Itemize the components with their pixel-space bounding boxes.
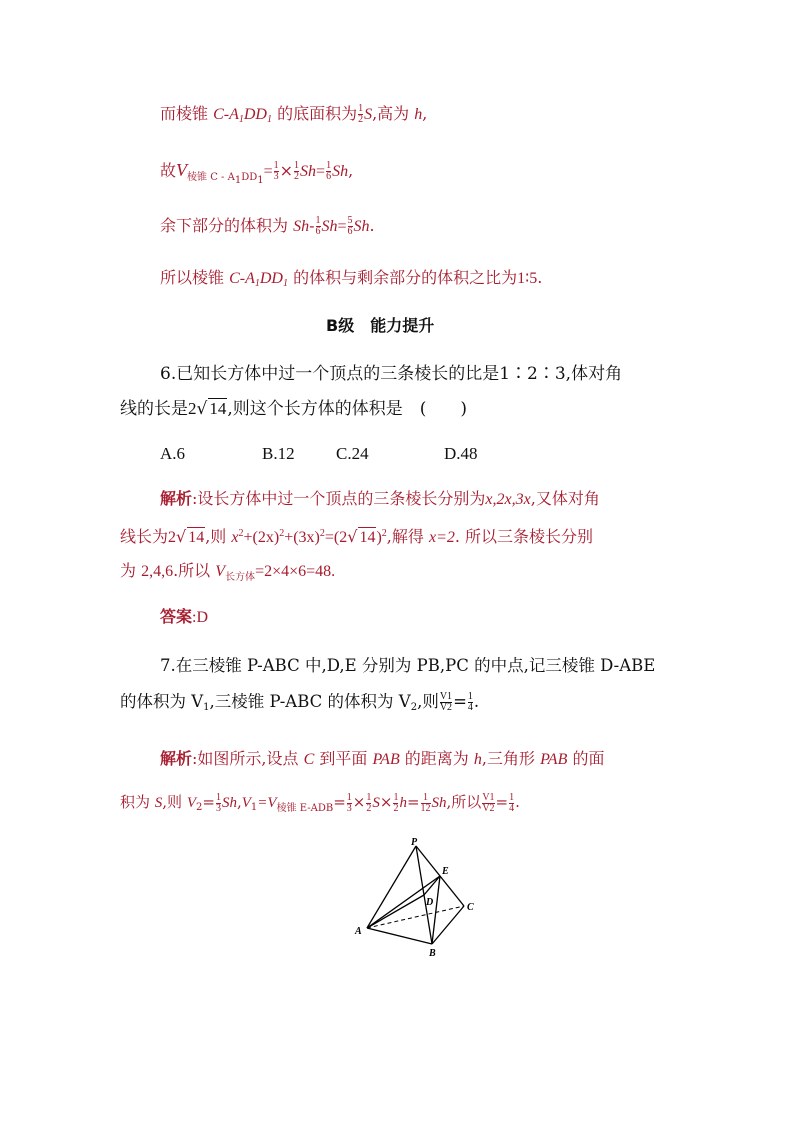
option-d: D.48 [444,444,478,463]
edge-pa [367,846,416,928]
section-header: B级 能力提升 [326,316,435,335]
fraction: $\frac{1}{4}$ [509,791,515,814]
question-6-answer: 答案:D [160,607,209,626]
label-c: C [467,902,474,913]
solution-line-4: 所以棱锥 $C-A_1DD_1$ 的体积与剩余部分的体积之比为1∶5. [160,268,543,289]
fraction: $\frac{1}{2}$ [366,791,372,814]
fraction: $\frac{1}{12}$ [420,791,431,814]
question-6-analysis-line-1: 解析:设长方体中过一个顶点的三条棱长分别为x,2x,3x,又体对角 [160,489,600,508]
label-d: D [426,897,434,908]
label-a: A [355,926,362,937]
fraction: $\frac{V1}{V2}$ [439,691,453,713]
fraction: $\frac{1}{3}$ [273,160,279,182]
fraction: $\frac{1}{2}$ [393,791,399,814]
question-6-stem-line-1: 6.已知长方体中过一个顶点的三条棱长的比是1∶2∶3,体对角 [160,364,623,384]
fraction: $\frac{1}{2}$ [294,160,300,182]
solution-line-1: 而棱锥 $C-A_1DD_1$ 的底面积为 $\frac{1}{2}$ S,高为 h, [160,103,428,125]
edge-ad [367,895,424,928]
question-7-analysis-line-1: 解析:如图所示,设点 C 到平面 PAB 的距离为 h,三角形 PAB 的面 [160,749,605,768]
fraction: $\frac{1}{3}$ [346,791,352,814]
label-b: B [429,948,436,959]
question-6-analysis-line-3: 为 2,4,6.所以 $V_{长方体}=2\times 4\times 6=48$. [120,561,336,583]
option-a: A.6 [160,444,186,463]
edge-be [432,876,440,944]
question-7-stem-line-2: 的体积为 $V_1$,三棱锥 P-ABC 的体积为 $V_2$,则 $\frac{V1}{V2}$ = $\frac{1}{4}$ . [120,691,480,713]
fraction: $\frac{1}{6}$ [326,160,332,182]
fraction: $\frac{1}{2}$ [358,103,364,125]
option-b: B.12 [262,444,295,463]
edge-ab [367,928,432,944]
label-e: E [442,866,449,877]
fraction: $\frac{1}{6}$ [315,215,321,237]
solution-line-2: 故$V_{棱锥 C - A1DD1}=$ $\frac{1}{3}$ × $\frac{1}{2}$ Sh= $\frac{1}{6}$ Sh, [160,160,354,186]
question-6-analysis-line-2: 线长为2√ 14,则 $x^2+(2x)^2+(3x)^2=(2√$ 14)$^2$,解得 x=2. 所以三条棱长分别 [120,527,594,546]
option-c: C.24 [336,444,369,463]
fraction: $\frac{5}{6}$ [347,215,353,237]
question-7-stem-line-1: 7.在三棱锥 P-ABC 中,D,E 分别为 PB,PC 的中点,记三棱锥 D-ABE [160,656,656,675]
fraction: $\frac{V1}{V2}$ [482,791,495,814]
fraction: $\frac{1}{3}$ [215,791,221,814]
label-p: P [411,837,418,848]
question-6-stem-line-2: 线的长是2√ 14,则这个长方体的体积是 ( ) [120,399,468,419]
pyramid-figure [350,836,480,960]
question-7-analysis-line-2: 积为 S,则 $V_2=$ $\frac{1}{3}$ $Sh,V_1=V_{棱锥 E-ADB}=$ $\frac{1}{3}$ × $\frac{1}{2}$ S× $\frac{1}{2}$ h= $\frac{1}{12}$ Sh,所以 $\frac{V1}{V2}$ = $\frac{1}{4}$ . [120,791,520,814]
solution-line-3: 余下部分的体积为 Sh- $\frac{1}{6}$ Sh= $\frac{5}{6}$ Sh. [160,215,375,237]
fraction: $\frac{1}{4}$ [467,691,473,713]
